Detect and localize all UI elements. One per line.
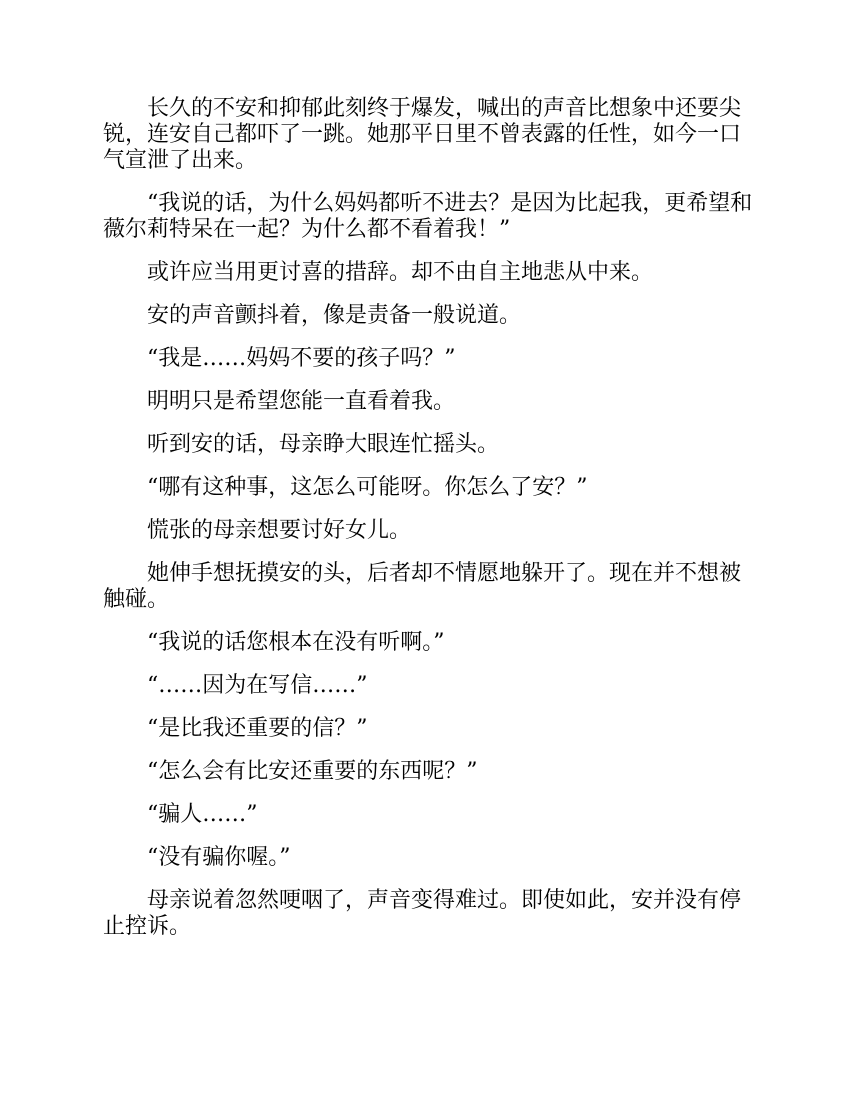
paragraph: “我是……妈妈不要的孩子吗？” <box>147 346 456 371</box>
paragraph: 她伸手想抚摸安的头，后者却不情愿地躲开了。现在并不想被触碰。 <box>103 561 742 612</box>
paragraph: 长久的不安和抑郁此刻终于爆发，喊出的声音比想象中还要尖锐，连安自己都吓了一跳。她那平日里不曾表露的任性，如今一口气宣泄了出来。 <box>103 96 742 173</box>
paragraph: “哪有这种事，这怎么可能呀。你怎么了安？” <box>147 475 588 500</box>
paragraph: “怎么会有比安还重要的东西呢？” <box>147 759 478 784</box>
paragraph: “没有骗你喔。” <box>147 845 291 870</box>
paragraph: 或许应当用更讨喜的措辞。却不由自主地悲从中来。 <box>147 260 654 285</box>
paragraph: 明明只是希望您能一直看着我。 <box>147 389 456 414</box>
paragraph: 安的声音颤抖着，像是责备一般说道。 <box>147 303 522 328</box>
paragraph: “是比我还重要的信？” <box>147 716 368 741</box>
paragraph: “我说的话，为什么妈妈都听不进去？是因为比起我，更希望和薇尔莉特呆在一起？为什么都不看着我！” <box>103 191 753 242</box>
paragraph: 听到安的话，母亲睁大眼连忙摇头。 <box>147 432 500 457</box>
paragraph: “我说的话您根本在没有听啊。” <box>147 630 445 655</box>
paragraph: “……因为在写信……” <box>147 673 368 698</box>
paragraph: 母亲说着忽然哽咽了，声音变得难过。即使如此，安并没有停止控诉。 <box>103 888 742 939</box>
document-body <box>103 96 753 957</box>
paragraph: 慌张的母亲想要讨好女儿。 <box>147 518 412 543</box>
paragraph: “骗人……” <box>147 802 258 827</box>
